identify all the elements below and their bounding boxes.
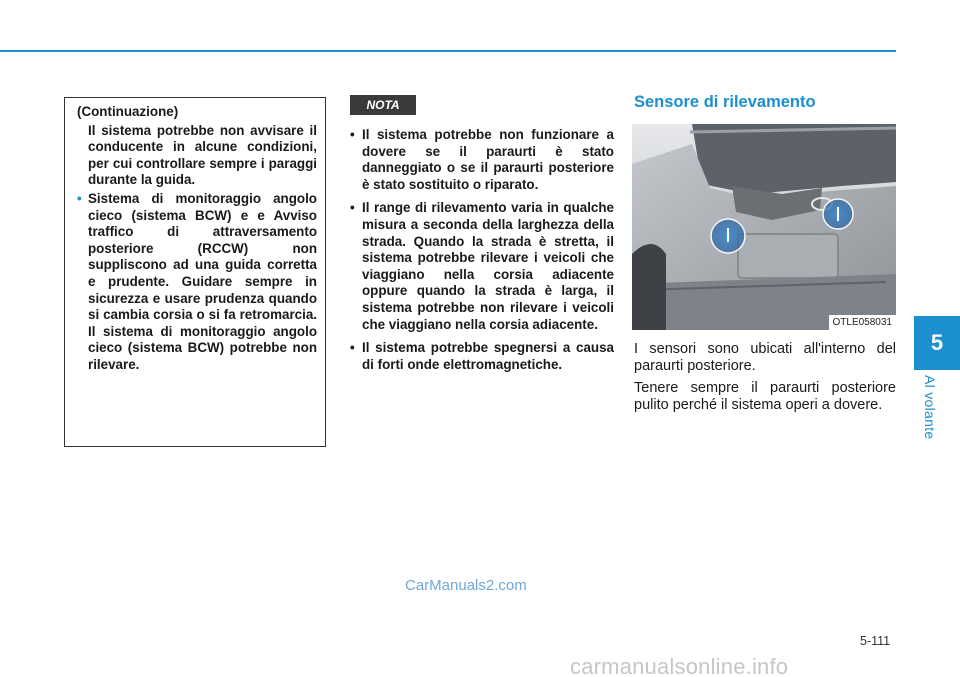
nota-item-text: Il sistema potrebbe spegnersi a causa di forti onde elettromagnetiche. [362,340,614,372]
watermark-link[interactable]: CarManuals2.com [405,577,527,594]
section-paragraph: I sensori sono ubicati all'interno del paraurti posteriore. [634,341,896,374]
car-rear-illustration [632,124,896,330]
nota-item-text: Il range di rilevamento varia in qualche misura a seconda della larghezza della strada. Quando la strada è stretta, il sistema potrebbe rilevare i veicoli che viaggiano nella corsia adiacente oppure quando la strada è larga, il sistema potrebbe non rilevare i veicoli che viaggiano nella corsia adiacente. [362,200,614,332]
nota-badge: NOTA [350,95,416,115]
watermark-bottom: carmanualsonline.info [570,654,789,677]
warning-title: (Continuazione) [77,104,179,119]
warning-bullet [77,191,317,374]
nota-item-text: Il sistema potrebbe non funzionare a dovere se il paraurti è stato danneggiato o se il paraurti posteriore è stato sostituito o riparato. [362,127,614,192]
bullet-dot-icon: • [350,127,355,142]
nota-item [348,340,614,373]
nota-item [348,200,614,333]
bullet-dot-icon: • [350,200,355,216]
section-paragraph: Tenere sempre il paraurti posteriore pulito perché il sistema operi a dovere. [634,380,896,413]
rear-bumper-sensor-photo [632,124,896,330]
nota-list [348,127,614,380]
section-title: Sensore di rilevamento [634,93,816,111]
warning-box [64,97,326,447]
image-code-label: OTLE058031 [829,315,897,330]
section-body [634,341,896,419]
bullet-dot-icon: • [77,190,82,206]
chapter-title: Al volante [922,375,938,440]
nota-item [348,127,614,193]
warning-paragraph: Il sistema potrebbe non avvisare il conducente in alcune condizioni, per cui controllare sempre i paraggi durante la guida. [88,122,317,188]
page-number: 5-111 [860,634,891,648]
chapter-tab[interactable]: 5 [914,316,960,370]
bullet-dot-icon: • [350,340,355,356]
top-rule [0,50,896,52]
warning-bullet-text: Sistema di monitoraggio angolo cieco (sistema BCW) e e Avviso traffico di attraversamento posteriore (RCCW) non suppliscono ad una guida corretta e prudente. Guidare sempre in sicurezza e usare prudenza quando si cambia corsia o si fa retromarcia. Il sistema di monitoraggio angolo cieco (sistema BCW) potrebbe non rilevare. [88,190,317,372]
